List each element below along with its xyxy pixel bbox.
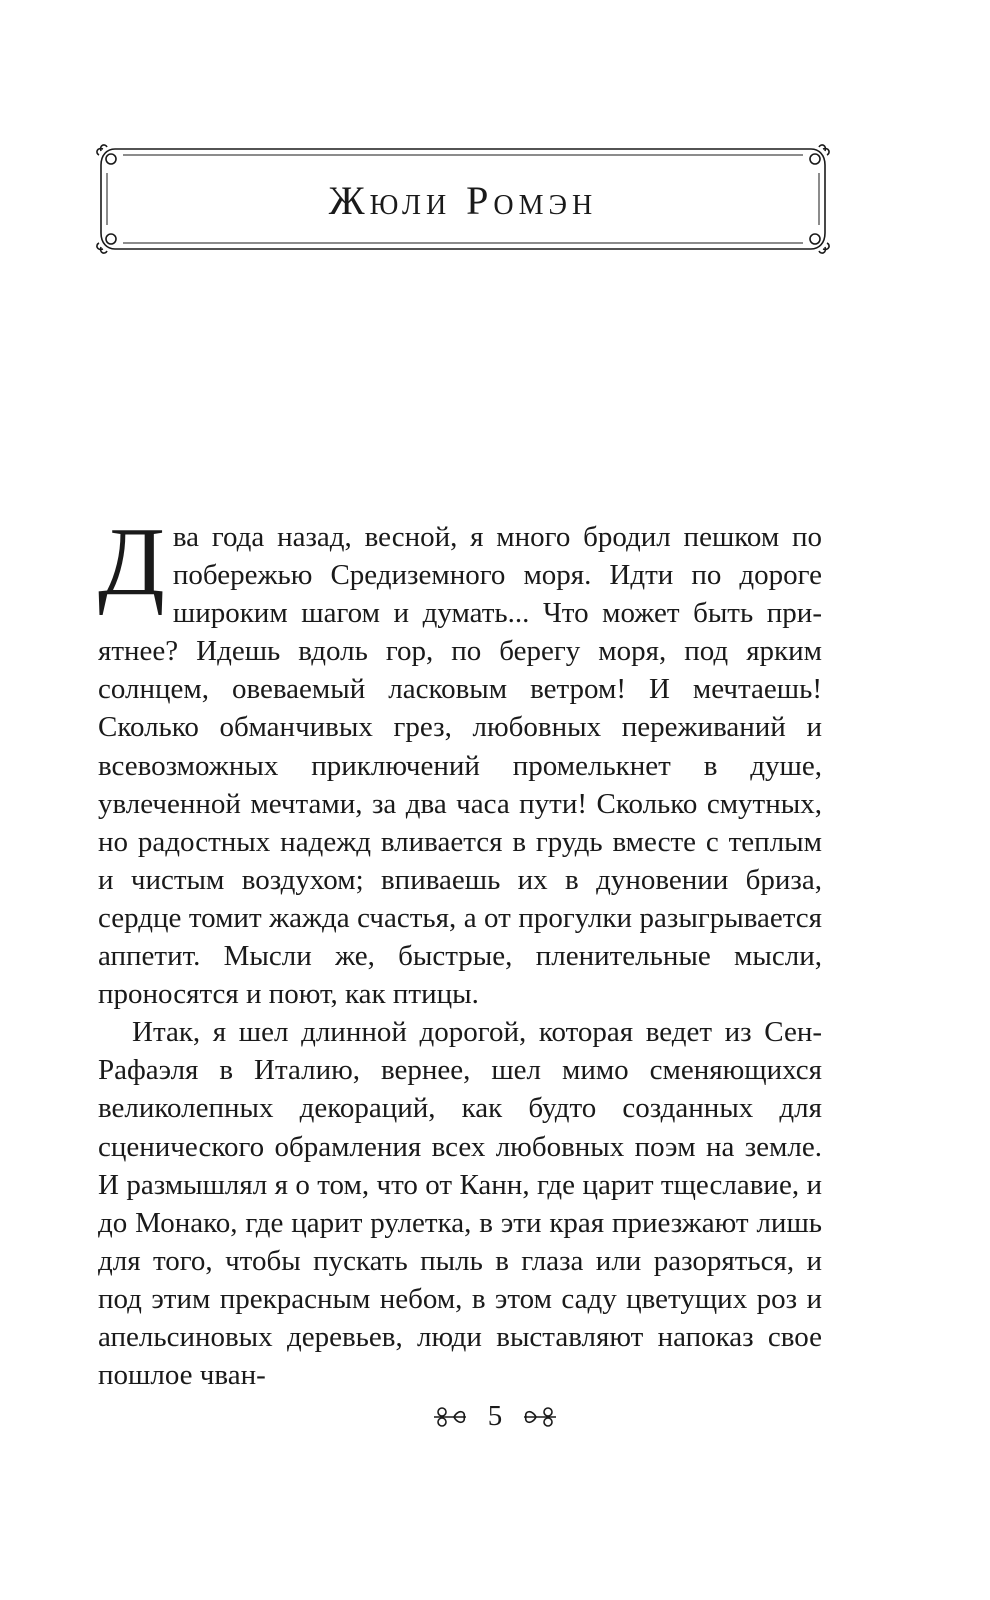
left-flourish-icon xyxy=(430,1405,470,1429)
page-number: 5 xyxy=(487,1400,503,1432)
chapter-title: Жюли Ромэн xyxy=(328,178,598,223)
paragraph-1 xyxy=(98,508,822,1013)
drop-cap: Д xyxy=(98,508,165,616)
paragraph-1-text: ва года назад, весной, я много бродил пешком по побережью Средиземного моря. Идти по дороге широким шагом и думать... Что может быть приятнее? Идешь вдоль гор, по берегу моря, под ярким солнцем, овеваемый ласковым ветром! И мечтаешь! Сколько обманчивых грез, любовных переживаний и всевозможных приключений промелькнет в душе, увлеченной мечтами, за два часа пути! Сколько смутных, но радостных надежд вливается в грудь вместе с теплым и чистым воздухом; впиваешь их в дуновении бриза, сердце томит жажда счастья, а от прогулки разыгрывается аппетит. Мысли же, быстрые, пленительные мысли, проносятся и поют, как птицы. xyxy=(98,521,822,1011)
paragraph-2: Итак, я шел длинной дорогой, которая ведет из Сен-Рафаэля в Италию, вернее, шел мимо сменяющихся великолепных декораций, как будто созданных для сценического обрамления всех любовных поэм на земле. И размышлял я о том, что от Канн, где царит тщеславие, и до Монако, где царит рулетка, в эти края приезжают лишь для того, чтобы пускать пыль в глаза или разоряться, и под этим прекрасным небом, в этом саду цветущих роз и апельсиновых деревьев, люди выставляют напоказ свое пошлое чван- xyxy=(98,1016,822,1392)
title-frame xyxy=(93,141,833,257)
chapter-body xyxy=(98,508,822,1394)
right-flourish-icon xyxy=(520,1405,560,1429)
page-footer xyxy=(0,1400,990,1440)
